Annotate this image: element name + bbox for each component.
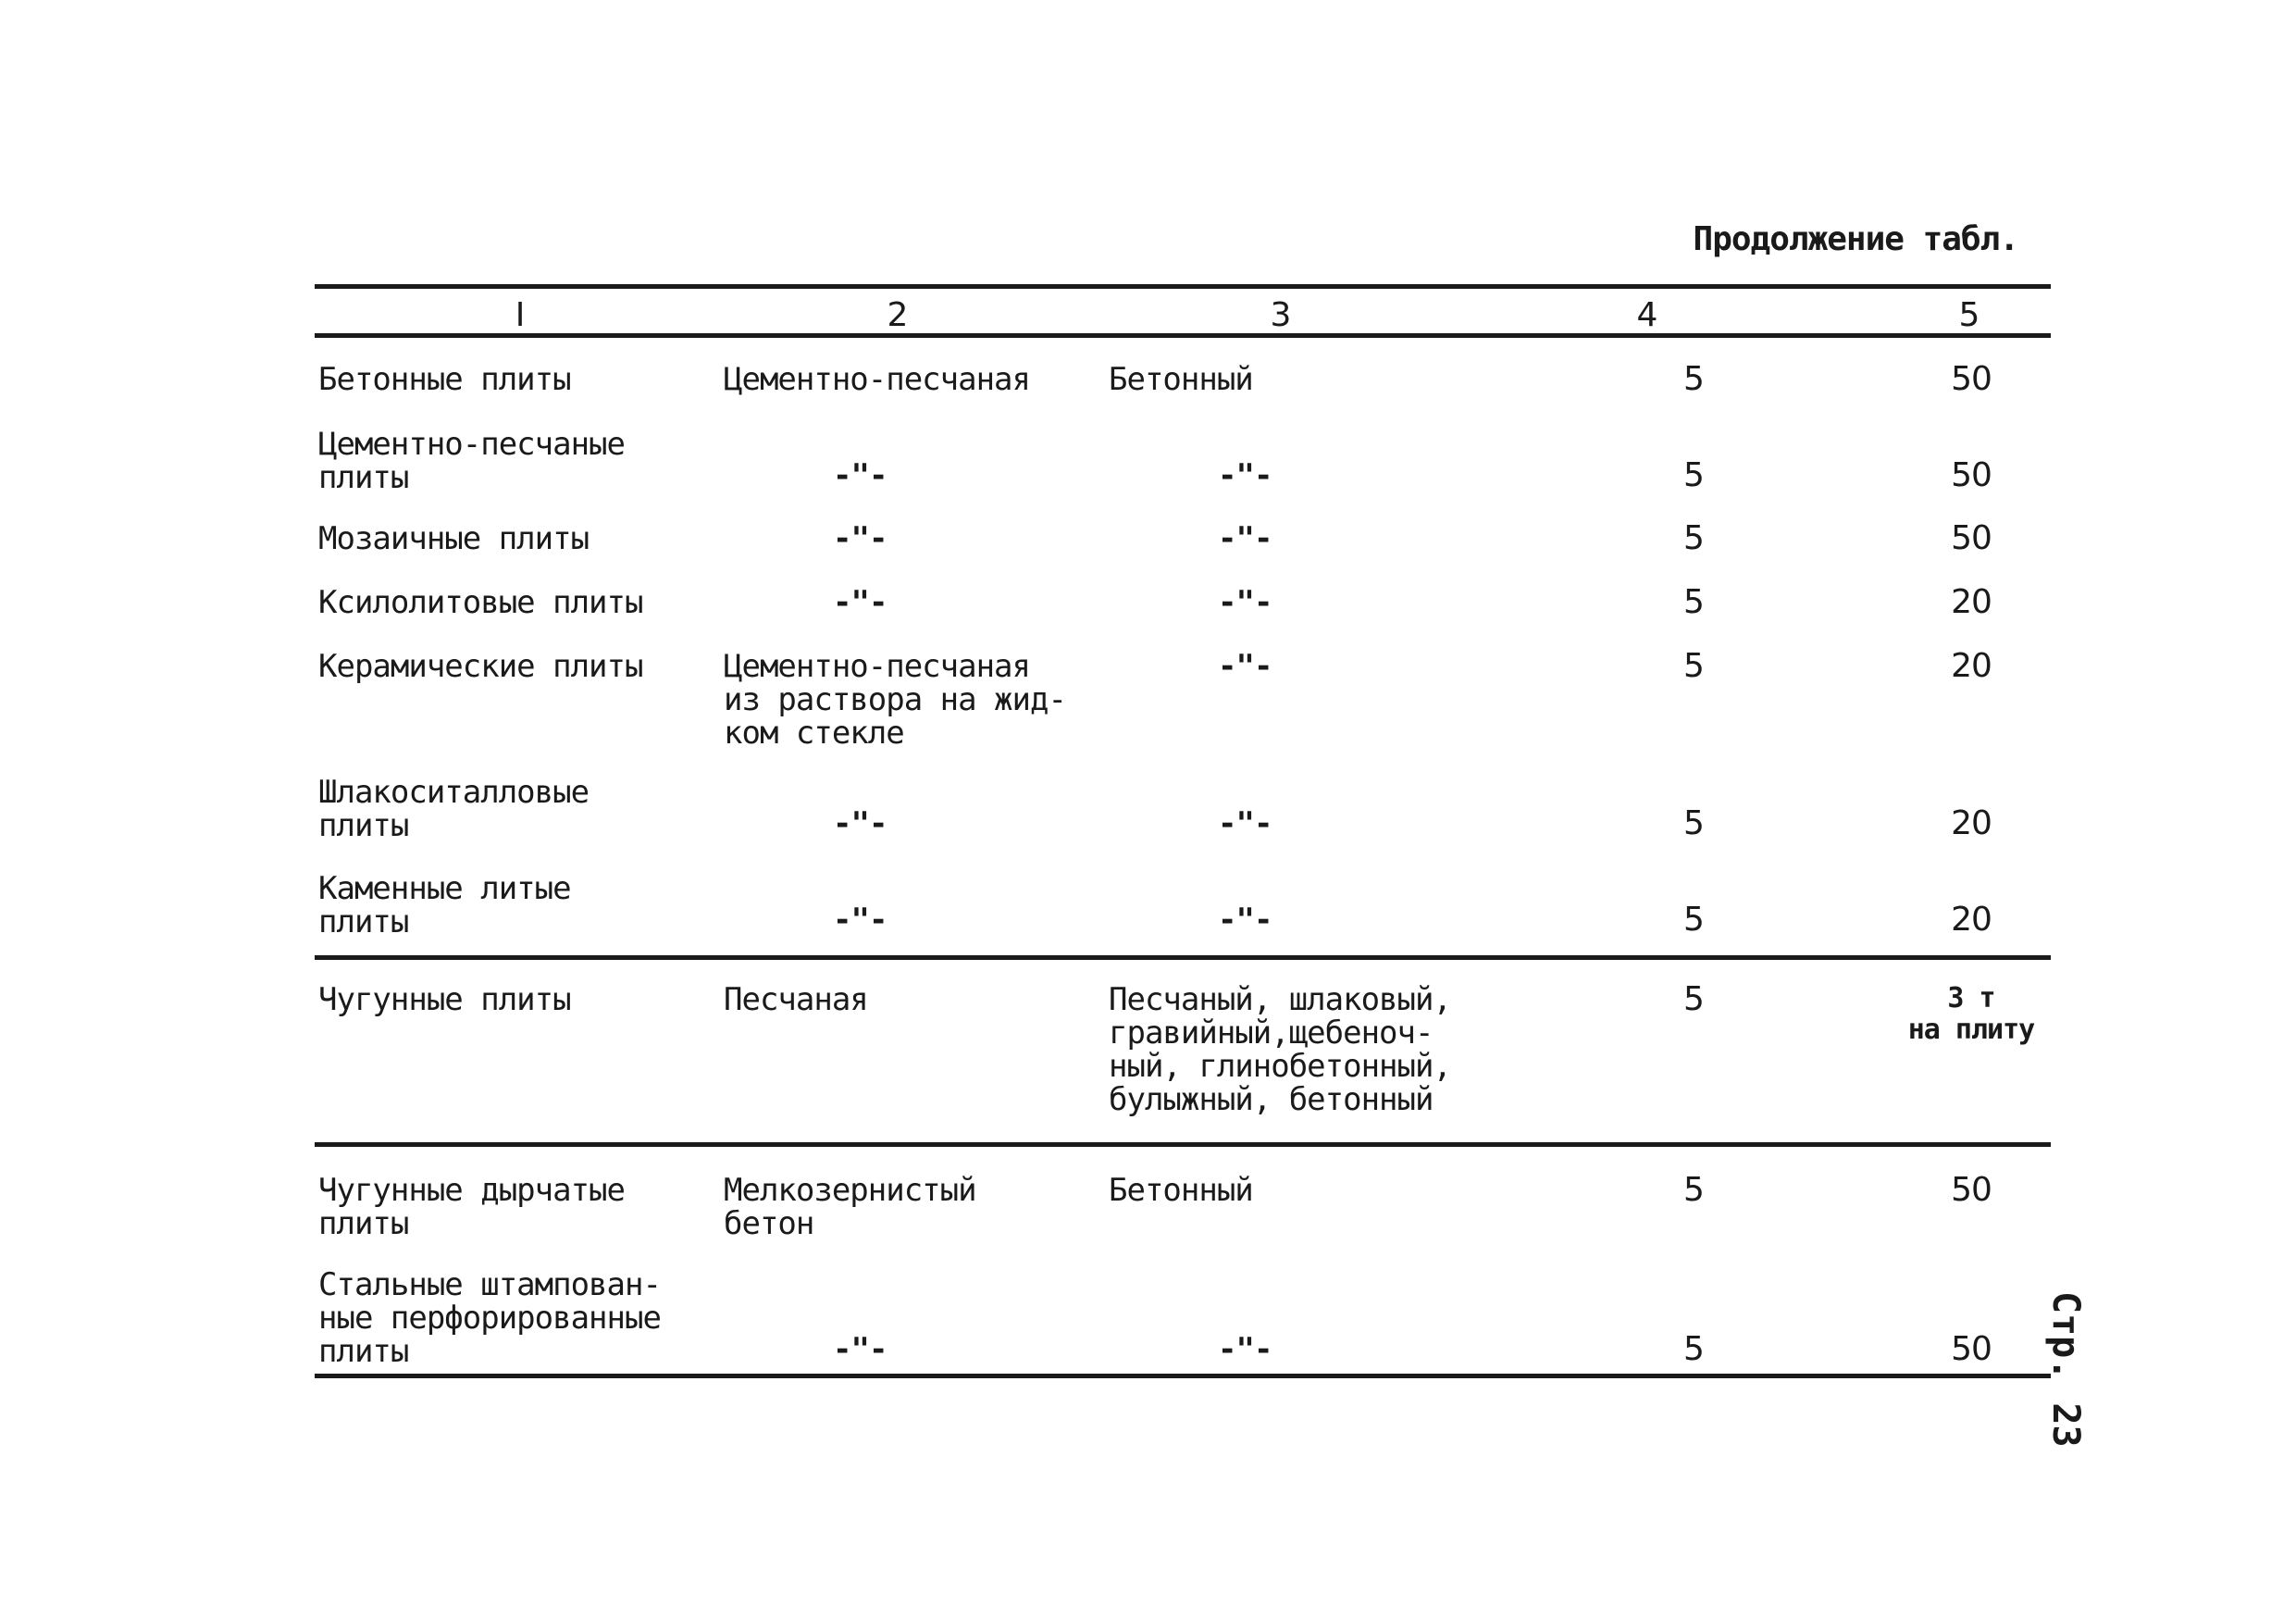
row-material: Ксилолитовые плиты [318,584,643,621]
row-col5: 50 [1951,456,1992,494]
row-mortar-ditto: -"- [833,457,887,494]
table-continuation-caption: Продолжение табл. [1693,220,2018,258]
row-col5: 3 т на плиту [1907,982,2035,1046]
row-base-ditto: -"- [1218,805,1272,842]
row-col4: 5 [1683,1330,1704,1368]
column-header-2: 2 [887,296,909,334]
column-header-3: 3 [1270,296,1292,334]
row-base: Песчаный, шлаковый, гравийный,щебеноч- ный, глинобетонный, булыжный, бетонный [1109,981,1451,1118]
row-material: Керамические плиты [318,648,643,685]
row-col4: 5 [1683,901,1704,939]
row-mortar-ditto: -"- [833,902,887,939]
row-material: Каменные литые плиты [318,870,571,940]
row-col5: 50 [1951,1330,1992,1368]
row-material: Стальные штампован- ные перфорированные плиты [318,1266,661,1370]
row-mortar-ditto: -"- [833,805,887,842]
row-col4: 5 [1683,519,1704,557]
header-bottom-rule [315,333,2051,338]
row-col4: 5 [1683,1171,1704,1209]
section-rule [315,955,2051,960]
row-material: Чугунные дырчатые плиты [318,1172,625,1242]
row-col5: 20 [1951,647,1992,685]
page-number: Стр. 23 [2044,1291,2087,1448]
table-bottom-rule [315,1374,2051,1378]
row-col4: 5 [1683,980,1704,1018]
row-col5: 20 [1951,583,1992,621]
row-base: Бетонный [1109,361,1253,398]
row-mortar: Цементно-песчаная из раствора на жид- ком стекле [724,648,1066,752]
row-base-ditto: -"- [1218,1331,1272,1368]
row-mortar-ditto: -"- [833,584,887,621]
row-base-ditto: -"- [1218,457,1272,494]
row-col5: 20 [1951,901,1992,939]
row-mortar: Цементно-песчаная [724,361,1030,398]
row-col5: 50 [1951,1171,1992,1209]
row-material: Мозаичные плиты [318,520,590,557]
column-header-5: 5 [1958,296,1980,334]
row-mortar-ditto: -"- [833,520,887,557]
column-header-4: 4 [1636,296,1658,334]
row-base-ditto: -"- [1218,584,1272,621]
row-mortar: Мелкозернистый бетон [724,1172,976,1242]
row-col5: 50 [1951,360,1992,398]
row-col4: 5 [1683,583,1704,621]
row-material: Бетонные плиты [318,361,571,398]
row-material: Цементно-песчаные плиты [318,426,625,496]
table-top-rule [315,284,2051,289]
row-material: Шлакоситалловые плиты [318,774,590,844]
row-mortar: Песчаная [724,981,868,1018]
row-base-ditto: -"- [1218,520,1272,557]
column-header-1: I [515,296,526,334]
row-base-ditto: -"- [1218,902,1272,939]
row-mortar-ditto: -"- [833,1331,887,1368]
row-col5: 20 [1951,804,1992,842]
row-col5: 50 [1951,519,1992,557]
row-col4: 5 [1683,360,1704,398]
row-base-ditto: -"- [1218,648,1272,685]
row-col4: 5 [1683,456,1704,494]
row-col4: 5 [1683,804,1704,842]
section-rule [315,1142,2051,1147]
row-material: Чугунные плиты [318,981,571,1018]
row-base: Бетонный [1109,1172,1253,1209]
row-col4: 5 [1683,647,1704,685]
